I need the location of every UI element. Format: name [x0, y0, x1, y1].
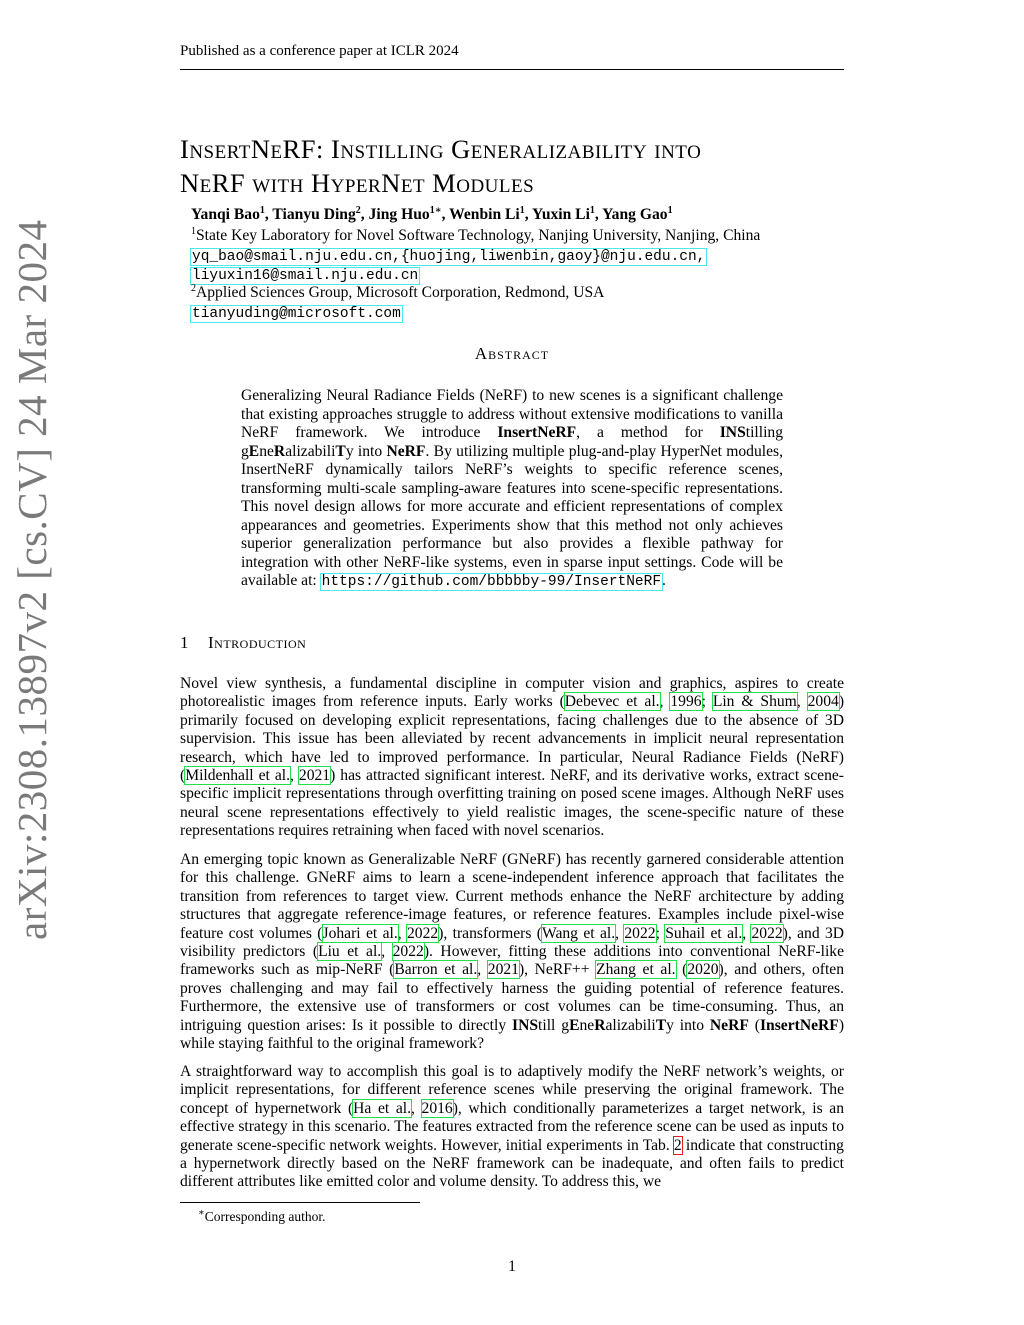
affil-mark: 1 [191, 225, 196, 237]
citation-link[interactable]: Debevec et al. [564, 693, 660, 711]
author-name: Wenbin Li [449, 206, 520, 223]
footnote [198, 1209, 326, 1225]
section-heading-introduction [180, 633, 306, 653]
email-line-1 [191, 246, 706, 267]
abstract-body: Generalizing Neural Radiance Fields (NeRF) to new scenes is a significant challenge that existing approaches struggle to address without extensive modifications to vanilla NeRF framework. We introduce InsertNeRF, a method for INStilling gEneRalizabiliTy into NeRF. By utilizing multiple plug-and-play HyperNet modules, InsertNeRF dynamically tailors NeRF’s weights to specific reference scenes, transforming multi-scale sampling-aware features into scene-specific representations. This novel design allows for more accurate and efficient representations of complex appearances and geometries. Experiments show that this method not only achieves superior generalization performance but also provides a flexible pathway for integration with other NeRF-like systems, even in sparse input settings. Code will be available at: https://github.com/bbbbby-99/InsertNeRF. [241, 387, 784, 590]
author-name: Jing Huo [368, 206, 430, 223]
affiliation-1 [191, 226, 760, 245]
citation-link[interactable]: 2021 [487, 961, 519, 979]
author-affil: 1 [667, 204, 673, 216]
citation-link[interactable]: 2022 [407, 924, 439, 942]
affiliation-2 [191, 283, 604, 302]
page-number: 1 [508, 1258, 516, 1275]
citation-link[interactable]: Barron et al. [394, 961, 478, 979]
intro-paragraph-3: A straightforward way to accomplish this goal is to adaptively modify the NeRF network’s weights, or implicit representations, for different reference scenes while preserving the original framework. The concept of hypernetwork (Ha et al., 2016), which conditionally parameterizes a target network, is an effective strategy in this scenario. The features extracted from the reference scene can be used as inputs to generate scene-specific network weights. However, initial experiments in Tab. 2 indicate that constructing a hypernetwork directly based on the NeRF framework can be inadequate, and often fails to predict different attributes like emitted color and volume density. To address this, we [180, 1063, 845, 1191]
table-ref-link[interactable]: 2 [673, 1136, 682, 1154]
author-affil: 1∗ [429, 204, 442, 216]
author-name: Yanqi Bao [191, 206, 260, 223]
citation-link[interactable]: 2021 [298, 767, 331, 785]
author-name: Yuxin Li [531, 206, 590, 223]
email-line-3 [191, 303, 402, 324]
section-number: 1 [180, 633, 189, 652]
author-list: Yanqi Bao$^1$, Tianyu Ding$^2$, Jing Huo$^{1∗}$, Wenbin Li$^1$, Yuxin Li$^1$, Yang Gao$^1$ [191, 204, 673, 223]
abstract-heading: Abstract [474, 344, 550, 363]
citation-link[interactable]: Lin & Shum [712, 693, 797, 711]
citation-link[interactable]: Johari et al. [322, 924, 398, 942]
citation-link[interactable]: Liu et al. [318, 943, 382, 961]
arxiv-stamp: arXiv:2308.13897v2 [cs.CV] 24 Mar 2024 [9, 219, 55, 940]
author-name: Yang Gao [602, 206, 668, 223]
email-link[interactable]: liyuxin16@smail.nju.edu.cn [192, 268, 419, 284]
author-affil: 1 [259, 204, 265, 216]
intro-paragraph-2: An emerging topic known as Generalizable NeRF (GNeRF) has recently garnered considerable attention for this challenge. GNeRF aims to learn a scene-independent inference approach that facilitates the transition from references to target view. Current methods enhance the NeRF architecture by adding structures that aggregate reference-image features, or reference features. Examples include pixel-wise feature cost volumes (Johari et al., 2022), transformers (Wang et al., 2022; Suhail et al., 2022), and 3D visibility predictors (Liu et al., 2022). However, fitting these additions into conventional NeRF-like frameworks such as mip-NeRF (Barron et al., 2021), NeRF++ Zhang et al. (2020), and others, often proves challenging and may fail to effectively harness the guiding potential of reference features. Furthermore, the extensive use of transformers or cost volumes can be time-consuming. Thus, an intriguing question arises: Is it possible to directly INStill gEneRalizabiliTy into NeRF (InsertNeRF) while staying faithful to the original framework? [180, 851, 845, 1053]
intro-paragraph-1: Novel view synthesis, a fundamental discipline in computer vision and graphics, aspires to create photorealistic images from reference inputs. Early works (Debevec et al., 1996; Lin & Shum, 2004) primarily focused on developing explicit representations, facing challenges due to the absence of 3D supervision. This issue has been alleviated by recent advancements in implicit neural representation research, which have led to improved performance. In particular, Neural Radiance Fields (NeRF) (Mildenhall et al., 2021) has attracted significant interest. NeRF, and its derivative works, extract scene-specific implicit representations through overfitting training on posed scene images. Although NeRF uses neural scene representations effectively to yield realistic images, the scene-specific nature of these representations requires retraining when faced with novel scenarios. [180, 675, 845, 840]
citation-link[interactable]: 2020 [687, 961, 719, 979]
author-affil: 2 [355, 204, 361, 216]
citation-link[interactable]: 2022 [751, 924, 783, 942]
email-link[interactable]: yq_bao@smail.nju.edu.cn,{huojing,liwenbin,gaoy}@nju.edu.cn, [192, 249, 706, 265]
section-title: Introduction [208, 633, 307, 652]
author-name: Tianyu Ding [272, 206, 356, 223]
code-url-link[interactable]: https://github.com/bbbbby-99/InsertNeRF [321, 574, 662, 590]
title-line-2: NeRF with HyperNet Modules [180, 168, 535, 198]
citation-link[interactable]: Ha et al. [353, 1099, 411, 1117]
affiliation-text: State Key Laboratory for Novel Software Technology, Nanjing University, Nanjing, China [196, 227, 761, 244]
email-link[interactable]: tianyuding@microsoft.com [192, 306, 401, 322]
citation-link[interactable]: 2004 [807, 693, 839, 711]
author-affil: 1 [519, 204, 525, 216]
footnote-text: Corresponding author. [204, 1209, 326, 1224]
footnote-mark: ∗ [198, 1207, 205, 1219]
title-line-1: InsertNeRF: Instilling Generalizability into [180, 134, 702, 164]
citation-link[interactable]: Mildenhall et al. [185, 767, 291, 785]
citation-link[interactable]: 2022 [624, 924, 656, 942]
citation-link[interactable]: 2016 [421, 1099, 453, 1117]
affil-mark: 2 [191, 282, 196, 294]
citation-link[interactable]: Suhail et al. [665, 924, 743, 942]
header-rule [180, 69, 844, 70]
running-head: Published as a conference paper at ICLR 2024 [180, 43, 459, 59]
citation-link[interactable]: Wang et al. [542, 924, 616, 942]
footnote-rule [180, 1202, 420, 1203]
citation-link[interactable]: Zhang et al. [596, 961, 676, 979]
author-affil: 1 [589, 204, 595, 216]
citation-link[interactable]: 2022 [392, 943, 424, 961]
paper-title [180, 132, 860, 200]
affiliation-text: Applied Sciences Group, Microsoft Corporation, Redmond, USA [196, 284, 605, 301]
citation-link[interactable]: 1996 [670, 693, 702, 711]
